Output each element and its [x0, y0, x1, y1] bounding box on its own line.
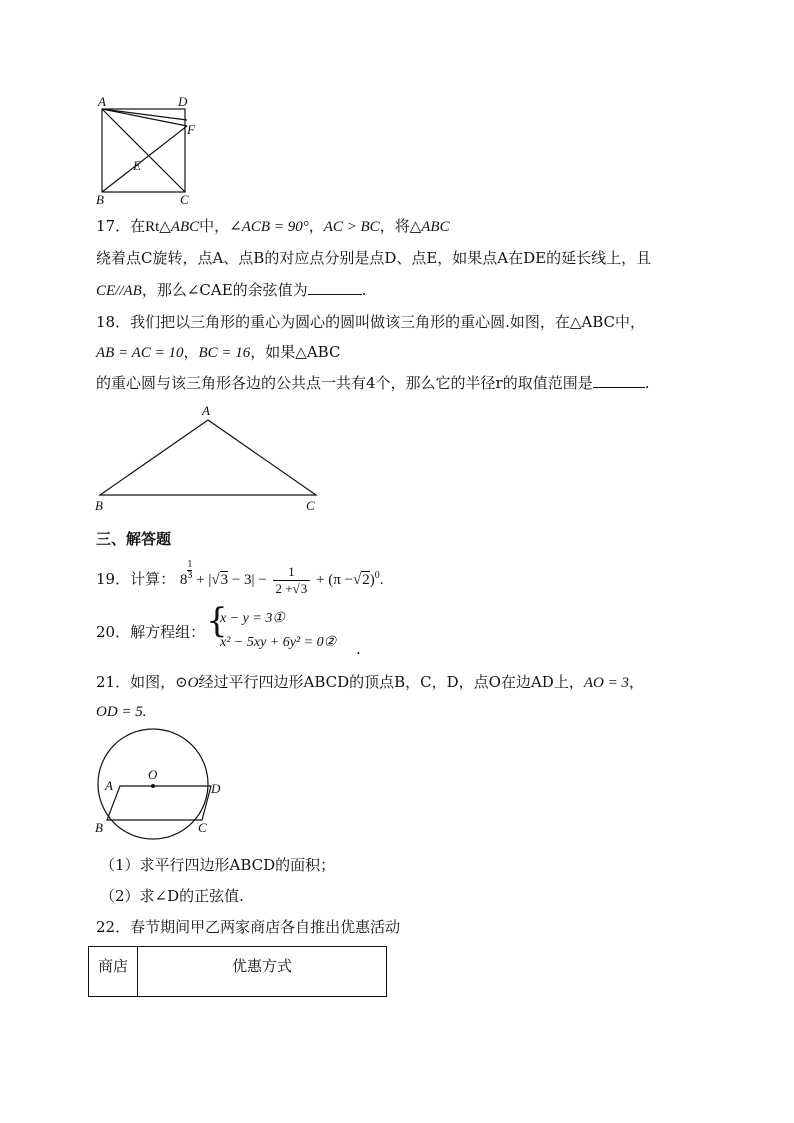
label-D: D — [211, 781, 221, 796]
q17-line2: 绕着点C旋转，点A、点B的对应点分别是点D、点E，如果点A在DE的延长线上，且 — [96, 249, 652, 267]
q17-line3: CE//AB，那么∠CAE的余弦值为 . — [96, 281, 367, 299]
q17-answer-blank[interactable] — [308, 280, 362, 295]
square-figure — [92, 94, 202, 206]
triangle-figure — [92, 400, 332, 516]
q20-line: 20．解方程组： — [96, 623, 206, 641]
label-O: O — [148, 767, 158, 782]
table-row — [89, 947, 387, 997]
q19-expression: 8 $^{\frac{1}{3}}$ + |√3 − 3| − $\frac{1}{2 +√3}$ + $(\pi -√2)^0$. — [179, 559, 384, 597]
label-B: B — [95, 820, 103, 835]
circle-figure — [90, 728, 230, 840]
q22-line: 22．春节期间甲乙两家商店各自推出优惠活动 — [96, 918, 401, 936]
q18-line1: 18．我们把以三角形的重心为圆心的圆叫做该三角形的重心圆.如图，在△ABC中， — [96, 313, 646, 331]
q21-sub1: （1）求平行四边形ABCD的面积； — [100, 856, 336, 874]
label-A: A — [202, 403, 210, 418]
q17-line1: 17．在Rt△ABC中，∠ACB = 90°，AC > BC，将△ABC — [96, 217, 450, 235]
q20-system: { x − y = 3① x² − 5xy + 6y² = 0② . — [206, 601, 361, 658]
label-C: C — [180, 192, 189, 206]
q21-sub2: （2）求∠D的正弦值. — [100, 887, 244, 905]
label-C: C — [198, 820, 207, 835]
q20-eq1: x − y = 3① — [220, 611, 285, 626]
label-D: D — [178, 94, 188, 109]
q18-line2: AB = AC = 10，BC = 16，如果△ABC — [96, 343, 341, 361]
label-A: A — [98, 94, 106, 109]
label-B: B — [95, 498, 103, 513]
q19-line: 19．计算： 8 $^{\frac{1}{3}}$ + |√3 − 3| − $\frac{1}{2 +√3}$ + $(\pi -√2)^0$. — [96, 559, 384, 597]
label-E: E — [133, 158, 141, 173]
label-A: A — [105, 778, 113, 793]
section-heading: 三、解答题 — [96, 530, 172, 548]
table-header-store: 商店 — [89, 947, 138, 997]
q18-answer-blank[interactable] — [593, 373, 645, 388]
discount-table — [88, 946, 387, 997]
label-C: C — [306, 498, 315, 513]
q21-line2: OD = 5. — [96, 704, 147, 720]
label-F: F — [187, 122, 195, 137]
label-B: B — [96, 192, 104, 206]
table-header-discount: 优惠方式 — [138, 947, 387, 997]
q21-line1: 21．如图，⊙O经过平行四边形ABCD的顶点B，C，D，点O在边AD上，AO = 3， — [96, 673, 644, 691]
q18-line3: 的重心圆与该三角形各边的公共点一共有4个，那么它的半径r的取值范围是 . — [96, 374, 650, 392]
q20-eq2: x² − 5xy + 6y² = 0② — [220, 635, 337, 650]
